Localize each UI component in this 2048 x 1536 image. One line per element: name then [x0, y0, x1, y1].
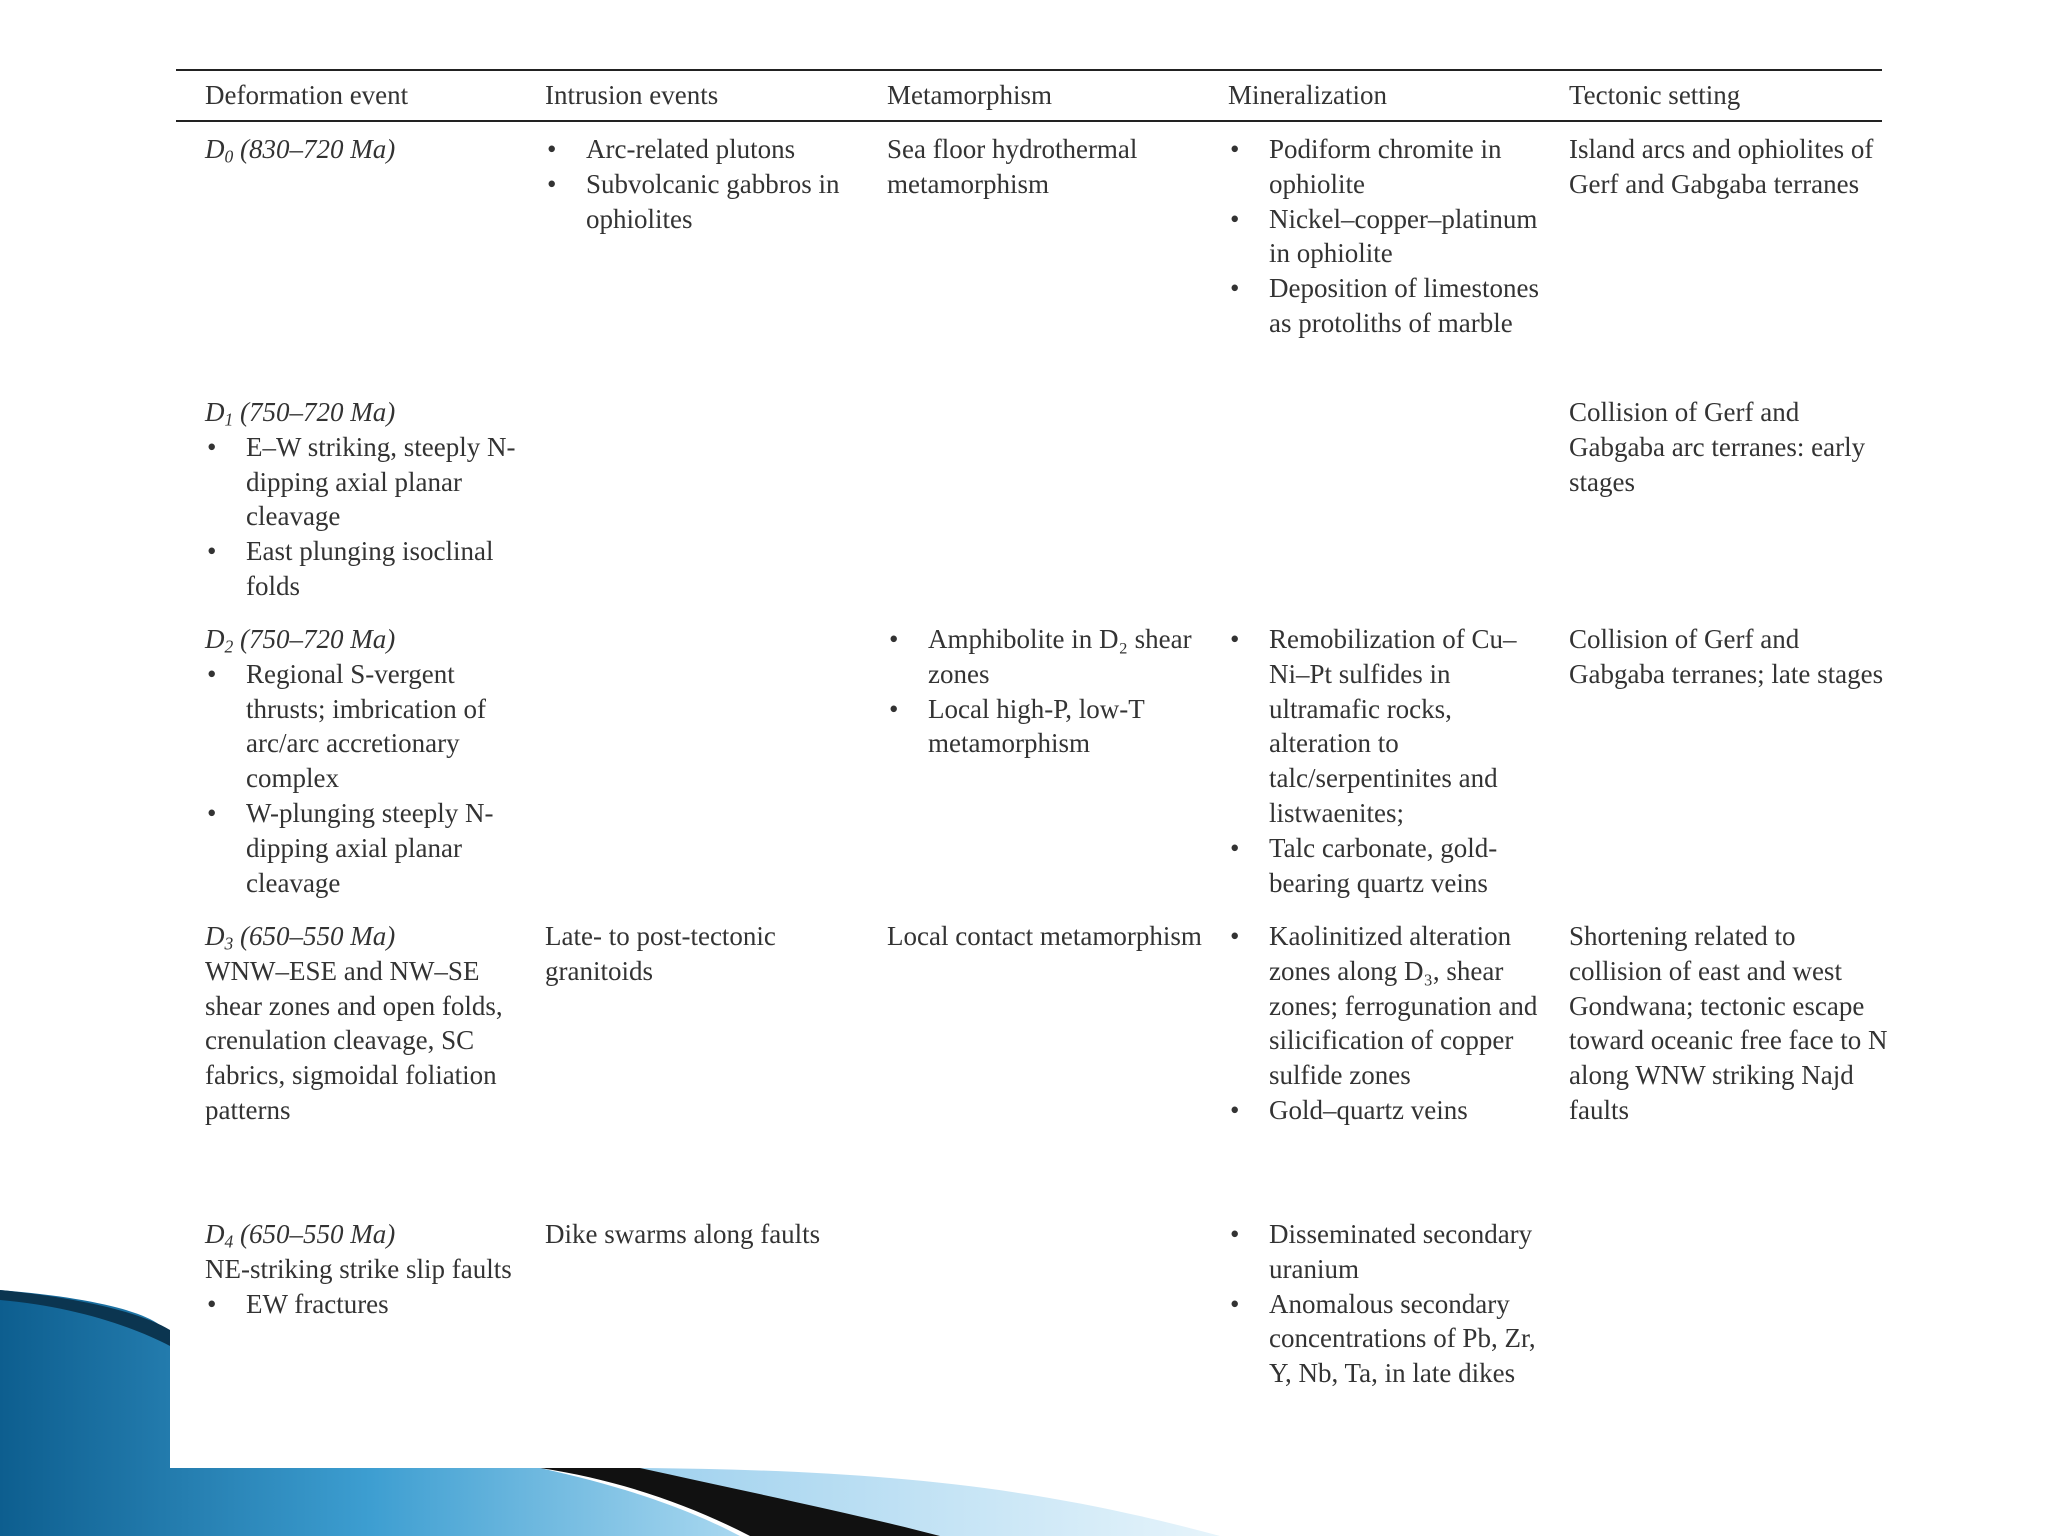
deformation-cell: [205, 1217, 525, 1321]
metamorphism-text: Local contact metamorphism: [887, 921, 1202, 951]
intrusion-bullet-list: [545, 132, 875, 236]
deformation-bullet-item: • East plunging isoclinal folds: [205, 534, 525, 604]
event-label: [205, 395, 525, 430]
mineralization-cell: [1228, 132, 1548, 341]
mineralization-bullet-list: [1228, 622, 1548, 900]
metamorphism-cell: [887, 622, 1207, 761]
event-name: D: [205, 921, 225, 951]
metamorphism-bullet-list: [887, 622, 1207, 761]
tectonic-text: Collision of Gerf and Gabgaba arc terranes: early stages: [1569, 397, 1866, 497]
mineralization-bullet-item: • Kaolinitized alteration zones along D₃, shear zones; ferrogunation and silicification of copper sulfide zones: [1228, 919, 1548, 1093]
tectonic-text: Collision of Gerf and Gabgaba terranes; late stages: [1569, 624, 1884, 689]
event-age: (750–720 Ma): [233, 624, 396, 654]
deformation-bullet-item: • E–W striking, steeply N-dipping axial planar cleavage: [205, 430, 525, 534]
mineralization-cell: [1228, 1217, 1548, 1391]
mineralization-bullet-item: • Nickel–copper–platinum in ophiolite: [1228, 202, 1548, 272]
event-subscript: 1: [224, 409, 234, 430]
deformation-cell: [205, 395, 525, 604]
deformation-text: WNW–ESE and NW–SE shear zones and open folds, crenulation cleavage, SC fabrics, sigmoidal foliation patterns: [205, 955, 503, 1125]
table-top-rule: [176, 69, 1882, 71]
mineralization-bullet-item: • Podiform chromite in ophiolite: [1228, 132, 1548, 202]
mineralization-bullet-item: • Remobilization of Cu–Ni–Pt sulfides in ultramafic rocks, alteration to talc/serpentinites and listwaenites;: [1228, 622, 1548, 831]
event-subscript: 0: [224, 146, 234, 167]
mineralization-cell: [1228, 919, 1548, 1128]
event-age: (830–720 Ma): [233, 134, 396, 164]
mineralization-bullet-list: [1228, 132, 1548, 341]
tectonic-text: Shortening related to collision of east and west Gondwana; tectonic escape toward oceanic free face to N along WNW striking Najd faults: [1569, 921, 1888, 1125]
event-name: D: [205, 134, 225, 164]
event-name: D: [205, 397, 225, 427]
intrusion-cell: [545, 132, 875, 236]
mineralization-bullet-item: • Talc carbonate, gold-bearing quartz veins: [1228, 831, 1548, 901]
deformation-bullet-list: [205, 430, 525, 604]
metamorphism-cell: [887, 132, 1207, 202]
event-age: (650–550 Ma): [233, 921, 396, 951]
event-label: [205, 1217, 525, 1252]
tectonic-cell: [1569, 395, 1889, 499]
intrusion-text: Late- to post-tectonic granitoids: [545, 921, 776, 986]
deformation-cell: [205, 919, 525, 1128]
event-subscript: 2: [224, 636, 234, 657]
tectonic-text: Island arcs and ophiolites of Gerf and Gabgaba terranes: [1569, 134, 1874, 199]
tectonic-cell: [1569, 132, 1889, 202]
header-tectonic-setting: Tectonic setting: [1569, 80, 1741, 110]
mineralization-bullet-item: • Anomalous secondary concentrations of Pb, Zr, Y, Nb, Ta, in late dikes: [1228, 1287, 1548, 1391]
deformation-bullet-item: • W-plunging steeply N-dipping axial planar cleavage: [205, 796, 525, 900]
tectonic-cell: [1569, 622, 1889, 692]
deformation-cell: [205, 132, 525, 167]
metamorphism-text: Sea floor hydrothermal metamorphism: [887, 134, 1138, 199]
mineralization-bullet-item: • Deposition of limestones as protoliths of marble: [1228, 271, 1548, 341]
mineralization-bullet-item: • Gold–quartz veins: [1228, 1093, 1548, 1128]
event-label: [205, 622, 525, 657]
event-subscript: 3: [224, 933, 234, 954]
tectonic-cell: [1569, 919, 1889, 1128]
header-intrusion-events: Intrusion events: [545, 80, 719, 110]
intrusion-bullet-item: • Subvolcanic gabbros in ophiolites: [545, 167, 875, 237]
intrusion-bullet-item: • Arc-related plutons: [545, 132, 875, 167]
event-name: D: [205, 1219, 225, 1249]
deformation-text: NE-striking strike slip faults: [205, 1253, 512, 1284]
table-header-rule: [176, 120, 1882, 122]
deformation-bullet-list: [205, 1287, 525, 1322]
header-mineralization: Mineralization: [1228, 80, 1387, 110]
mineralization-cell: [1228, 622, 1548, 900]
event-subscript: 4: [224, 1231, 234, 1252]
header-metamorphism: Metamorphism: [887, 80, 1052, 110]
metamorphism-cell: [887, 919, 1207, 954]
metamorphism-bullet-item: • Local high-P, low-T metamorphism: [887, 692, 1207, 762]
event-label: [205, 919, 525, 954]
header-deformation-event: Deformation event: [205, 80, 409, 110]
deformation-bullet-item: • EW fractures: [205, 1287, 525, 1322]
event-name: D: [205, 624, 225, 654]
event-label: [205, 132, 525, 167]
event-age: (650–550 Ma): [233, 1219, 396, 1249]
intrusion-text: Dike swarms along faults: [545, 1219, 821, 1249]
deformation-bullet-list: [205, 657, 525, 901]
deformation-cell: [205, 622, 525, 900]
intrusion-cell: [545, 1217, 875, 1252]
mineralization-bullet-list: [1228, 1217, 1548, 1391]
event-age: (750–720 Ma): [233, 397, 396, 427]
mineralization-bullet-list: [1228, 919, 1548, 1128]
geology-table: [170, 0, 1888, 1468]
mineralization-bullet-item: • Disseminated secondary uranium: [1228, 1217, 1548, 1287]
intrusion-cell: [545, 919, 875, 989]
metamorphism-bullet-item: • Amphibolite in D₂ shear zones: [887, 622, 1207, 692]
deformation-bullet-item: • Regional S-vergent thrusts; imbrication of arc/arc accretionary complex: [205, 657, 525, 796]
